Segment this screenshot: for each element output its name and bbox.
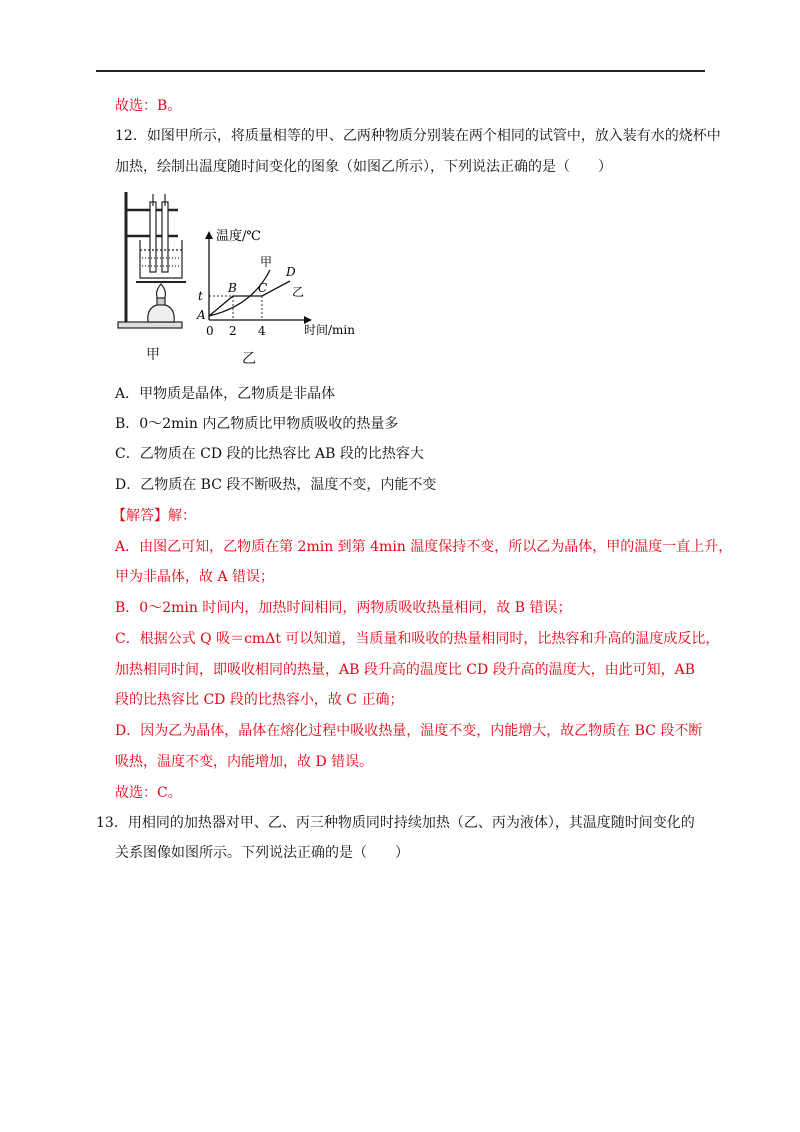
y-tick-t: t bbox=[198, 289, 203, 303]
analysis-line-1: A．由图乙可知，乙物质在第 2min 到第 4min 温度保持不变，所以乙为晶体，甲的温度一直上升， bbox=[115, 539, 733, 555]
option-c: C．乙物质在 CD 段的比热容比 AB 段的比热容大 bbox=[115, 446, 424, 462]
y-axis-arrow bbox=[205, 231, 213, 239]
figure-caption-left: 甲 bbox=[146, 347, 160, 363]
option-a: A．甲物质是晶体，乙物质是非晶体 bbox=[115, 386, 336, 402]
x-axis-label: 时间/min bbox=[304, 323, 355, 337]
answer-header: 【解答】解： bbox=[112, 508, 196, 524]
question-12-figure bbox=[112, 188, 372, 368]
question-12-line-1: 12．如图甲所示，将质量相等的甲、乙两种物质分别装在两个相同的试管中，放入装有水的烧杯中 bbox=[115, 128, 721, 144]
option-b: B．0～2min 内乙物质比甲物质吸收的热量多 bbox=[115, 416, 399, 432]
analysis-line-8: 吸热，温度不变，内能增加，故 D 错误。 bbox=[115, 754, 374, 770]
question-12-line-2: 加热，绘制出温度随时间变化的图象（如图乙所示），下列说法正确的是（ ） bbox=[115, 159, 612, 175]
analysis-line-7: D．因为乙为晶体，晶体在熔化过程中吸收热量，温度不变，内能增大，故乙物质在 BC 段不断 bbox=[115, 723, 703, 739]
series-yi-line bbox=[209, 281, 290, 316]
analysis-line-4: C．根据公式 Q 吸＝cmΔt 可以知道，当质量和吸收的热量相同时，比热容和升高的温度成反比， bbox=[115, 631, 720, 647]
x-tick-2: 2 bbox=[229, 324, 237, 338]
point-b-label: B bbox=[228, 281, 237, 295]
point-d-label: D bbox=[286, 265, 296, 279]
point-c-label: C bbox=[258, 281, 268, 295]
analysis-line-2: 甲为非晶体，故 A 错误； bbox=[115, 569, 275, 585]
option-d: D．乙物质在 BC 段不断吸热，温度不变，内能不变 bbox=[115, 477, 437, 493]
y-axis-label: 温度/℃ bbox=[216, 229, 261, 244]
previous-answer: 故选：B。 bbox=[115, 98, 182, 114]
analysis-line-3: B．0～2min 时间内，加热时间相同，两物质吸收热量相同，故 B 错误； bbox=[115, 600, 572, 616]
analysis-line-5: 加热相同时间，即吸收相同的热量，AB 段升高的温度比 CD 段升高的温度大，由此可知，AB bbox=[115, 662, 696, 678]
temperature-time-graph bbox=[196, 228, 355, 338]
series-jia-label: 甲 bbox=[260, 255, 273, 269]
point-a-label: A bbox=[197, 308, 206, 322]
series-yi-label: 乙 bbox=[292, 285, 305, 299]
figure-illustration bbox=[112, 188, 372, 368]
header-rule bbox=[96, 70, 705, 72]
x-tick-4: 4 bbox=[258, 324, 266, 338]
question-13-line-1: 13．用相同的加热器对甲、乙、丙三种物质同时持续加热（乙、丙为液体），其温度随时间变化的 bbox=[96, 815, 695, 831]
heating-apparatus-drawing bbox=[118, 192, 186, 328]
figure-caption-right: 乙 bbox=[242, 351, 256, 367]
question-13-line-2: 关系图像如图所示。下列说法正确的是（ ） bbox=[115, 845, 409, 861]
x-tick-0: 0 bbox=[206, 324, 214, 338]
conclusion: 故选：C。 bbox=[115, 785, 182, 801]
analysis-line-6: 段的比热容比 CD 段的比热容小，故 C 正确； bbox=[115, 692, 404, 708]
